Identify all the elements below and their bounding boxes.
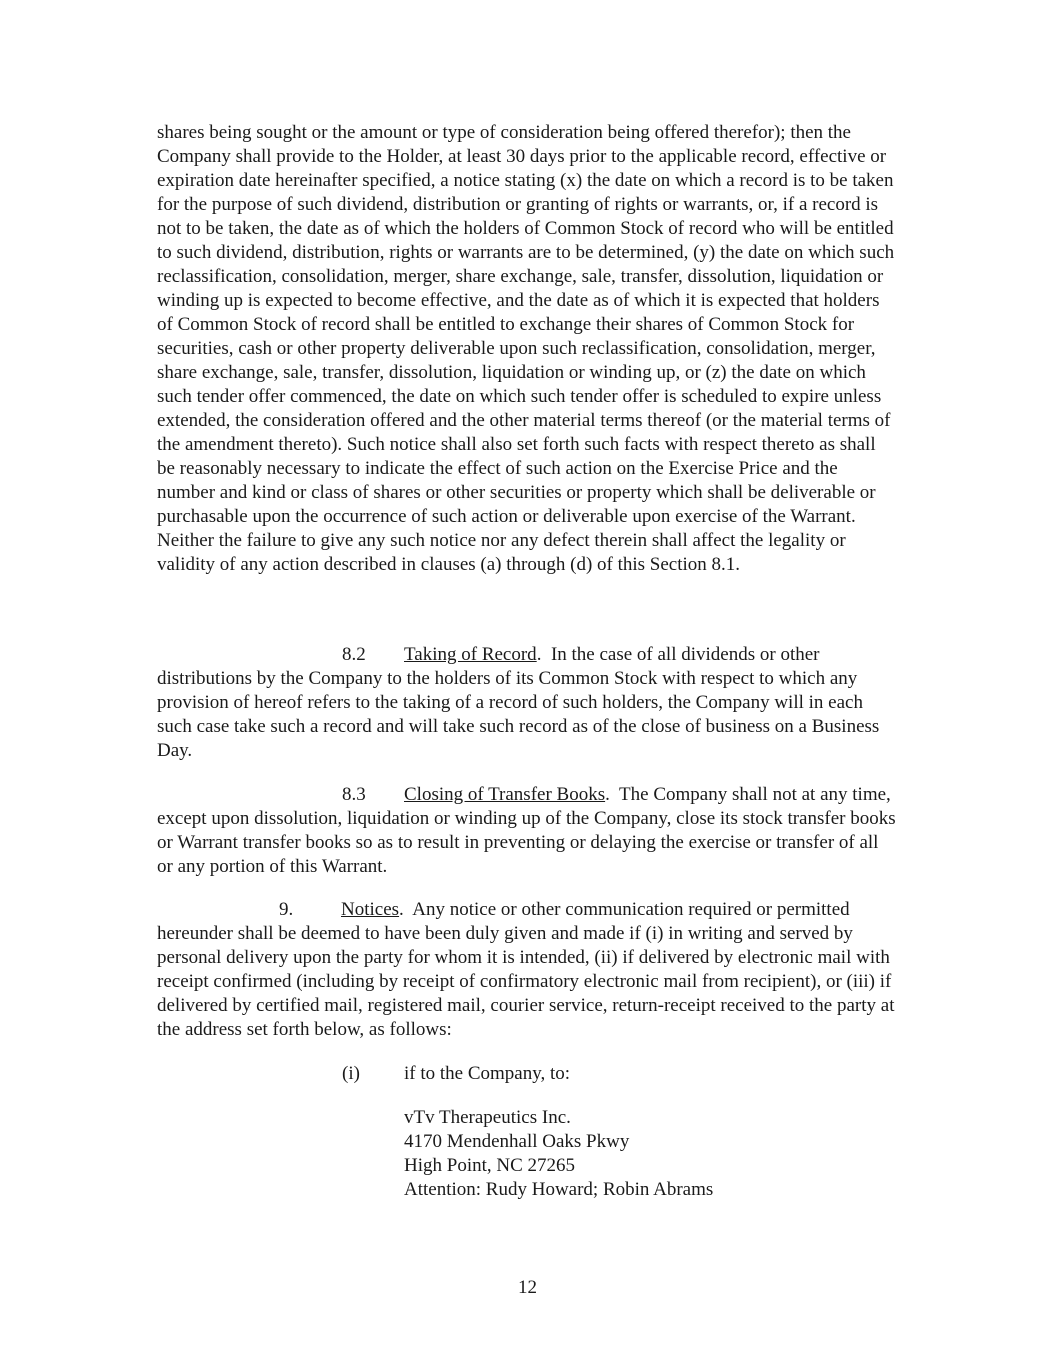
section-number: 9. xyxy=(279,899,294,920)
page-number: 12 xyxy=(518,1277,537,1298)
section-8-3: 8.3 Closing of Transfer Books. The Company shall not at any time, except upon dissolution, liquidation or winding up of the Company, close its stock transfer books or Warrant transfer books so as to result in preventing or delaying the exercise or transfer of all or any portion of this Warrant. xyxy=(157,784,896,877)
section-heading: Notices xyxy=(341,899,400,920)
section-text: Any notice or other communication required or permitted hereunder shall be deemed to have been duly given and made if (i) in writing and served by personal delivery upon the party for whom it is intended, (ii) if delivered by electronic mail with receipt confirmed (including by receipt of confirmatory electronic mail from recipient), or (iii) if delivered by certified mail, registered mail, courier service, return-receipt received to the party at the address set forth below, as follows: xyxy=(157,899,895,1040)
address-line-street: 4170 Mendenhall Oaks Pkwy xyxy=(404,1131,630,1152)
section-text: The Company shall not at any time, except upon dissolution, liquidation or winding up of the Company, close its stock transfer books or Warrant transfer books so as to result in preventing or delaying the exercise or transfer of all or any portion of this Warrant. xyxy=(157,784,896,877)
section-number: 8.2 xyxy=(342,644,366,665)
section-text: In the case of all dividends or other distributions by the Company to the holders of its Common Stock with respect to which any provision of hereof refers to the taking of a record of such holders, the Company will in each such case take such a record and will take such record as of the close of business on a Business Day. xyxy=(157,644,880,761)
section-9: 9. Notices. Any notice or other communication required or permitted hereunder shall be deemed to have been duly given and made if (i) in writing and served by personal delivery upon the party for whom it is intended, (ii) if delivered by electronic mail with receipt confirmed (including by receipt of confirmatory electronic mail from recipient), or (iii) if delivered by certified mail, registered mail, courier service, return-receipt received to the party at the address set forth below, as follows: xyxy=(157,899,895,1040)
list-item-i xyxy=(342,1062,570,1086)
section-8-2: 8.2 Taking of Record. In the case of all dividends or other distributions by the Company to the holders of its Common Stock with respect to which any provision of hereof refers to the taking of a record of such holders, the Company will in each such case take such a record and will take such record as of the close of business on a Business Day. xyxy=(157,644,880,761)
paragraph-notice-continued: shares being sought or the amount or type of consideration being offered therefor); then the Company shall provide to the Holder, at least 30 days prior to the applicable record, effective or expiration date hereinafter specified, a notice stating (x) the date on which a record is to be taken for the purpose of such dividend, distribution or granting of rights or warrants, or, if a record is not to be taken, the date as of which the holders of Common Stock of record who will be entitled to such dividend, distribution, rights or warrants are to be determined, (y) the date on which such reclassification, consolidation, merger, share exchange, sale, transfer, dissolution, liquidation or winding up is expected to become effective, and the date as of which it is expected that holders of Common Stock of record shall be entitled to exchange their shares of Common Stock for securities, cash or other property deliverable upon such reclassification, consolidation, merger, share exchange, sale, transfer, dissolution, liquidation or winding up, or (z) the date on which such tender offer commenced, the date on which such tender offer is scheduled to expire unless extended, the consideration offered and the other material terms thereof (or the material terms of the amendment thereto). Such notice shall also set forth such facts with respect thereto as shall be reasonably necessary to indicate the effect of such action on the Exercise Price and the number and kind or class of shares or other securities or property which shall be deliverable or purchasable upon the occurrence of such action or deliverable upon exercise of the Warrant. Neither the failure to give any such notice nor any defect therein shall affect the legality or validity of any action described in clauses (a) through (d) of this Section 8.1. xyxy=(157,122,895,575)
list-marker: (i) xyxy=(342,1063,360,1084)
section-heading: Closing of Transfer Books xyxy=(404,784,606,805)
section-number: 8.3 xyxy=(342,784,366,805)
list-text: if to the Company, to: xyxy=(404,1063,571,1084)
company-address xyxy=(404,1106,713,1202)
address-line-city: High Point, NC 27265 xyxy=(404,1155,576,1176)
section-heading: Taking of Record xyxy=(404,644,537,665)
address-line-company: vTv Therapeutics Inc. xyxy=(404,1107,571,1128)
address-line-attention: Attention: Rudy Howard; Robin Abrams xyxy=(404,1179,714,1200)
